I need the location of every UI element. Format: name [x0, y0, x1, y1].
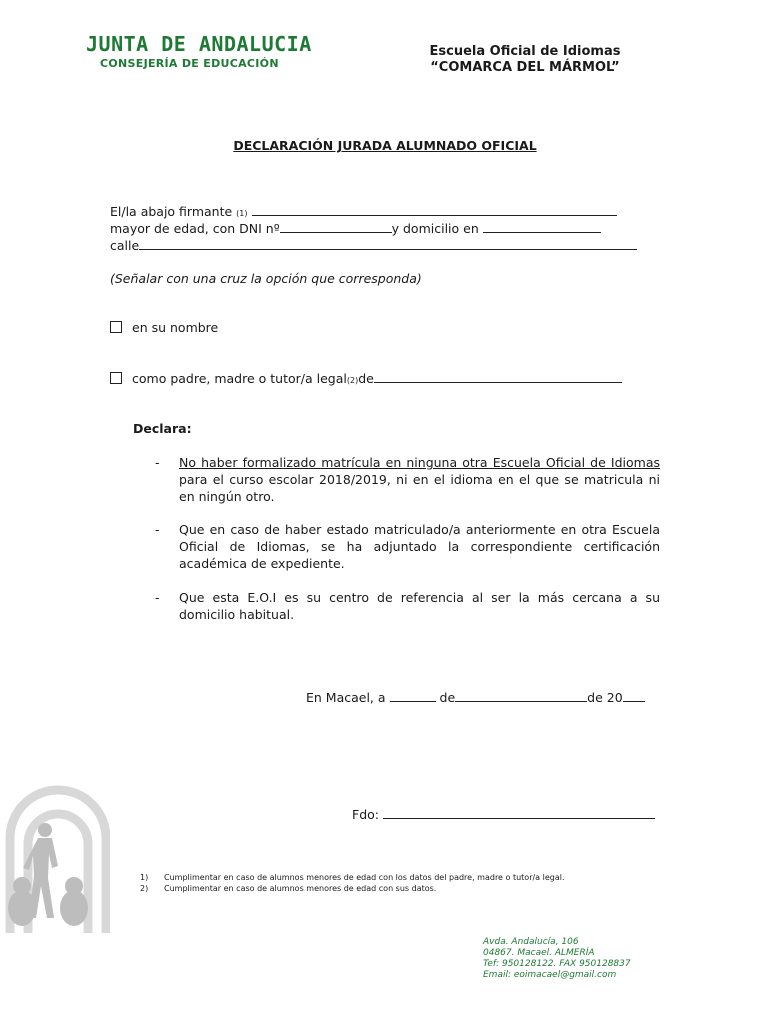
signer-line	[110, 203, 617, 219]
footnote-1-number: 1)	[140, 873, 149, 882]
dni-label: mayor de edad, con DNI nº	[110, 221, 280, 236]
school-name-line1: Escuela Oficial de Idiomas	[429, 44, 621, 59]
option-own-name	[110, 320, 218, 335]
document-title: DECLARACIÓN JURADA ALUMNADO OFICIAL	[233, 138, 537, 153]
address-email[interactable]: Email: eoimacael@gmail.com	[483, 970, 617, 980]
declaration-item-1-underlined: No haber formalizado matrícula en ninguna otra Escuela Oficial de Idiomas	[179, 455, 660, 470]
footnote-1-text: Cumplimentar en caso de alumnos menores de edad con los datos del padre, madre o tutor/a legal.	[164, 873, 565, 882]
signer-label: El/la abajo firmante	[110, 204, 233, 219]
declara-heading: Declara:	[133, 421, 192, 436]
checkbox-icon[interactable]	[110, 372, 122, 384]
footnote-2-text: Cumplimentar en caso de alumnos menores de edad con sus datos.	[164, 884, 437, 893]
option-guardian-label: como padre, madre o tutor/a legal	[132, 371, 347, 386]
street-line	[110, 237, 637, 253]
list-bullet: -	[155, 590, 160, 605]
declaration-item-1	[155, 454, 660, 505]
signature-label: Fdo:	[352, 807, 379, 822]
year-field[interactable]	[623, 689, 645, 702]
month-field[interactable]	[455, 689, 587, 702]
domicile-field[interactable]	[483, 220, 601, 233]
signer-name-field[interactable]	[252, 203, 617, 216]
street-label: calle	[110, 238, 140, 253]
instruction-text: (Señalar con una cruz la opción que corresponda)	[110, 271, 422, 286]
day-field[interactable]	[390, 689, 436, 702]
footnote-ref-1: (1)	[236, 209, 248, 218]
date-of-label-1: de	[439, 690, 456, 705]
date-place-label: En Macael, a	[306, 690, 386, 705]
signature-field[interactable]	[383, 806, 655, 819]
declaration-item-3	[155, 589, 660, 623]
address-city: 04867. Macael. ALMERÍA	[483, 948, 595, 958]
footnote-ref-2: (2)	[346, 376, 359, 385]
declaration-item-2	[155, 521, 660, 572]
org-logo-subtitle: CONSEJERÍA DE EDUCACIÓN	[100, 57, 279, 70]
street-field[interactable]	[139, 237, 637, 250]
andalucia-emblem-icon	[0, 768, 110, 938]
option-own-name-label: en su nombre	[132, 320, 219, 335]
address-phone: Tef: 950128122. FAX 950128837	[483, 959, 631, 969]
domicile-label: y domicilio en	[391, 221, 479, 236]
footnote-1	[140, 872, 565, 883]
option-guardian	[110, 370, 622, 386]
dni-field[interactable]	[280, 220, 392, 233]
checkbox-icon[interactable]	[110, 321, 122, 333]
address-street: Avda. Andalucía, 106	[483, 937, 579, 947]
org-logo-title: JUNTA DE ANDALUCIA	[86, 32, 312, 56]
student-name-field[interactable]	[374, 370, 622, 383]
dni-line	[110, 220, 601, 236]
date-line	[306, 689, 645, 705]
school-name-line2: “COMARCA DEL MÁRMOL”	[430, 60, 620, 75]
school-address	[483, 937, 631, 981]
list-bullet: -	[155, 455, 160, 470]
list-bullet: -	[155, 522, 160, 537]
footnotes	[140, 872, 565, 894]
declaration-item-1-rest: para el curso escolar 2018/2019, ni en el idioma en el que se matricula ni en ningún otro.	[179, 472, 660, 504]
school-name	[400, 44, 650, 76]
date-of-label-2: de 20	[587, 690, 623, 705]
footnote-2	[140, 883, 565, 894]
declaration-item-3-text: Que esta E.O.I es su centro de referencia al ser la más cercana a su domicilio habitual.	[179, 590, 660, 622]
footnote-2-number: 2)	[140, 884, 149, 893]
signature-line	[352, 806, 655, 822]
declaration-item-2-text: Que en caso de haber estado matriculado/a anteriormente en otra Escuela Oficial de Idiomas, se ha adjuntado la correspondiente certificación académica de expediente.	[179, 522, 660, 571]
option-guardian-of: de	[358, 371, 374, 386]
